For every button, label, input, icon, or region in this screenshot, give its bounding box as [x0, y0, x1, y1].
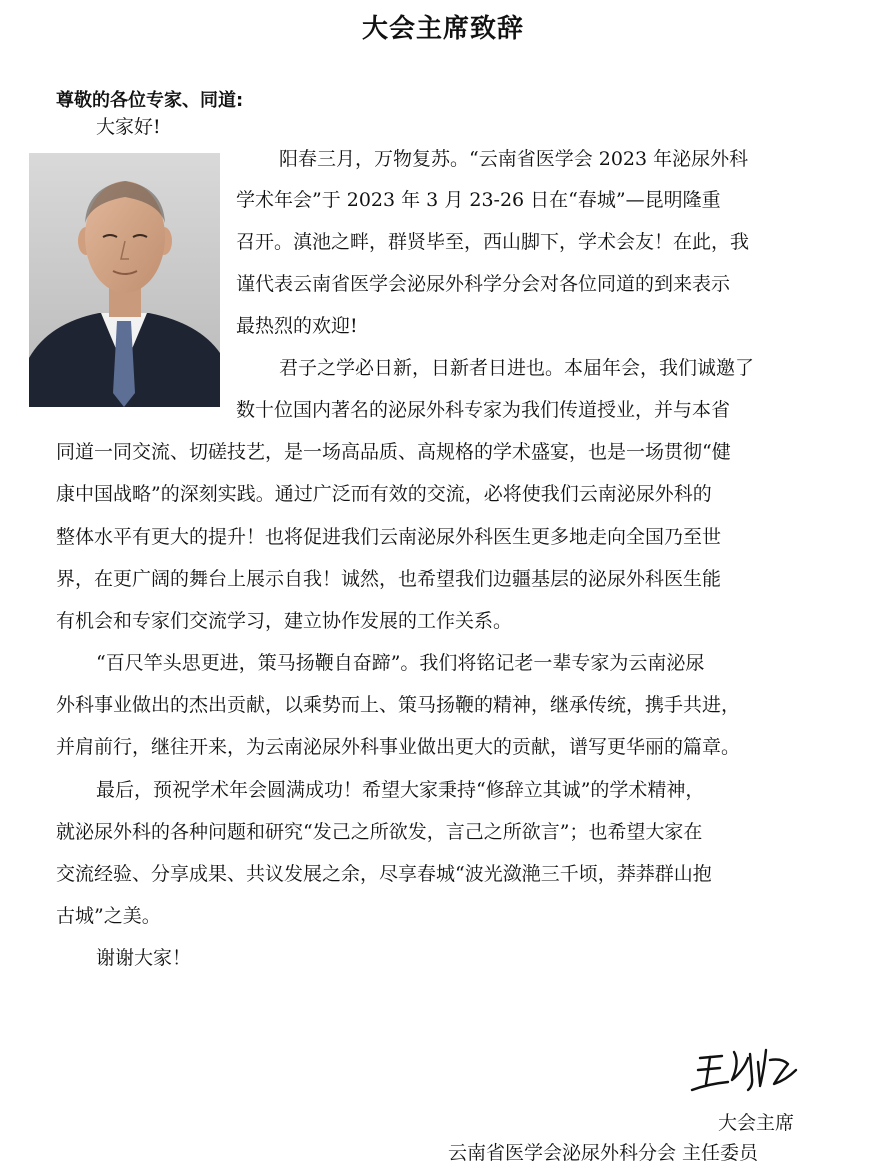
- text-line: 最后，预祝学术年会圆满成功！希望大家秉持“修辞立其诚”的学术精神，: [96, 779, 705, 801]
- text-line: 大家好!: [96, 116, 161, 138]
- handwritten-signature: [690, 1040, 802, 1096]
- text-line: 数十位国内著名的泌尿外科专家为我们传道授业，并与本省: [236, 399, 731, 421]
- text-line: 最热烈的欢迎!: [236, 315, 358, 337]
- chairman-portrait: [29, 153, 220, 407]
- text-line: 同道一同交流、切磋技艺，是一场高品质、高规格的学术盛宴，也是一场贯彻“健: [56, 441, 731, 463]
- text-line: 召开。滇池之畔，群贤毕至，西山脚下，学术会友！在此，我: [236, 231, 750, 253]
- text-line: 整体水平有更大的提升！也将促进我们云南泌尿外科医生更多地走向全国乃至世: [56, 526, 722, 548]
- text-line: 就泌尿外科的各种问题和研究“发己之所欲发，言己之所欲言”；也希望大家在: [56, 821, 703, 843]
- text-line: 阳春三月，万物复苏。“云南省医学会 2023 年泌尿外科: [279, 148, 749, 170]
- text-line: 谢谢大家！: [96, 947, 192, 969]
- text-line: 有机会和专家们交流学习，建立协作发展的工作关系。: [56, 610, 513, 632]
- salutation: 尊敬的各位专家、同道:: [56, 90, 244, 111]
- text-line: 外科事业做出的杰出贡献，以乘势而上、策马扬鞭的精神，继承传统，携手共进，: [56, 694, 741, 716]
- text-line: 谨代表云南省医学会泌尿外科学分会对各位同道的到来表示: [236, 273, 731, 295]
- text-line: 并肩前行，继往开来，为云南泌尿外科事业做出更大的贡献，谱写更华丽的篇章。: [56, 736, 741, 758]
- page-title: 大会主席致辞: [361, 14, 524, 44]
- text-line: 交流经验、分享成果、共议发展之余，尽享春城“波光潋滟三千顷，莽莽群山抱: [56, 863, 712, 885]
- text-line: “百尺竿头思更进，策马扬鞭自奋蹄”。我们将铭记老一辈专家为云南泌尿: [96, 652, 705, 674]
- text-line: 界，在更广阔的舞台上展示自我！诚然，也希望我们边疆基层的泌尿外科医生能: [56, 568, 722, 590]
- text-line: 君子之学必日新，日新者日进也。本届年会，我们诚邀了: [279, 357, 755, 379]
- signature-role: 大会主席: [718, 1112, 795, 1134]
- text-line: 古城”之美。: [56, 905, 161, 927]
- text-line: 学术年会”于 2023 年 3 月 23-26 日在“春城”—昆明隆重: [236, 189, 721, 211]
- text-line: 康中国战略”的深刻实践。通过广泛而有效的交流，必将使我们云南泌尿外科的: [56, 483, 712, 505]
- signature-org: 云南省医学会泌尿外科分会 主任委员: [448, 1142, 759, 1164]
